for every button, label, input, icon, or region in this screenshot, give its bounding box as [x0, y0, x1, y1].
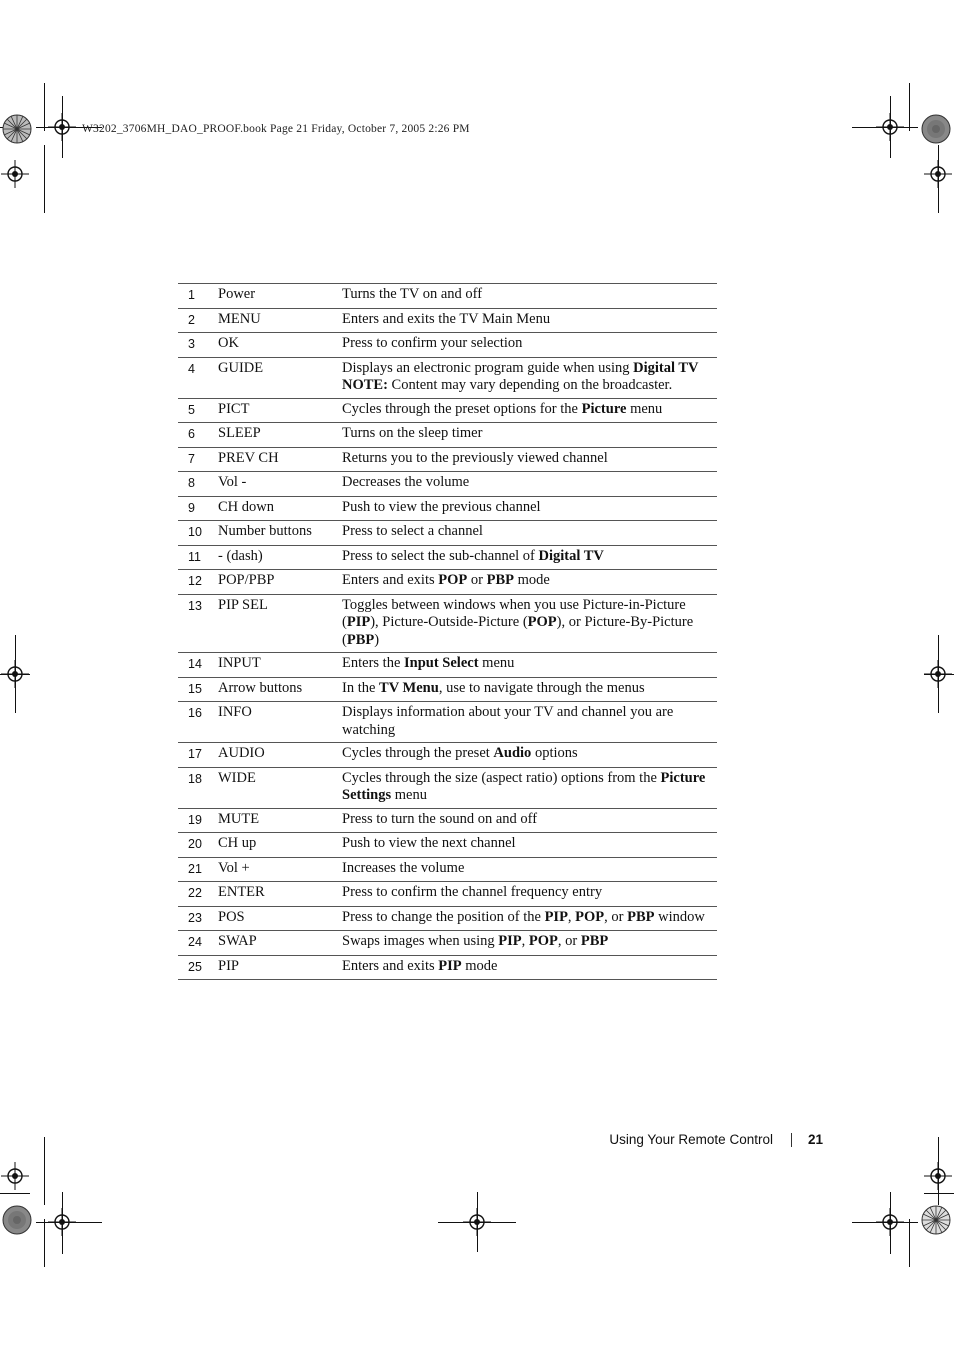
button-name: PIP SEL — [218, 596, 268, 613]
table-row — [178, 521, 717, 546]
row-number: 25 — [188, 959, 202, 974]
row-number: 4 — [188, 361, 195, 376]
description-text: mode — [513, 572, 550, 588]
description-text: Displays information about your TV and channel you are watching — [342, 704, 674, 738]
table-row — [178, 284, 717, 309]
button-description — [342, 335, 717, 354]
description-text: Turns the TV on and off — [342, 286, 483, 302]
button-name: ENTER — [218, 884, 265, 900]
crop-line — [909, 83, 910, 131]
button-name: POP/PBP — [218, 572, 275, 588]
row-number: 19 — [188, 812, 202, 827]
page-number: 21 — [807, 1132, 823, 1147]
button-name: Vol + — [218, 859, 250, 876]
table-row — [178, 333, 717, 358]
description-text: Press to select the sub-channel of — [342, 547, 539, 564]
row-number: 7 — [188, 451, 195, 466]
button-name: AUDIO — [218, 745, 265, 761]
description-text: Cycles through the size (aspect ratio) options from the — [342, 769, 661, 786]
description-emphasis: PBP — [580, 933, 609, 949]
description-text: Enters and exits the TV Main Menu — [342, 310, 551, 327]
description-emphasis: NOTE: — [342, 377, 388, 393]
button-name: Vol - — [218, 474, 247, 490]
description-text: Cycles through the preset — [342, 745, 494, 761]
description-emphasis: PBP — [486, 572, 514, 588]
registration-target-icon — [924, 160, 952, 188]
button-name: OK — [218, 335, 239, 351]
button-description — [342, 933, 717, 952]
description-emphasis: Digital TV — [633, 359, 699, 376]
description-emphasis: POP — [438, 572, 468, 588]
row-number: 2 — [188, 312, 195, 327]
registration-target-icon — [876, 113, 904, 141]
description-emphasis: POP — [528, 933, 558, 949]
description-text: Cycles through the preset options for the — [342, 400, 582, 417]
description-text: , — [521, 933, 529, 949]
description-text: Turns on the sleep timer — [342, 425, 483, 441]
description-text: , — [567, 908, 576, 925]
description-text: Press to confirm your selection — [342, 335, 523, 351]
registration-target-icon — [463, 1208, 491, 1236]
table-row — [178, 809, 717, 834]
row-number: 8 — [188, 476, 195, 490]
table-row — [178, 931, 717, 956]
button-description — [342, 655, 717, 674]
gray-dial-mark-icon — [2, 1205, 32, 1235]
description-text: Press to confirm the channel frequency entry — [342, 884, 603, 900]
row-number: 18 — [188, 771, 202, 786]
description-text: , use to navigate through the menus — [438, 679, 645, 696]
description-text: window — [654, 908, 705, 925]
button-description — [342, 884, 717, 903]
table-row — [178, 423, 717, 448]
button-description — [342, 572, 717, 591]
description-text: ), Picture-Outside-Picture ( — [370, 614, 528, 630]
description-emphasis: Digital TV — [538, 547, 604, 564]
description-text: Returns you to the previously viewed channel — [342, 449, 608, 466]
description-text: In the — [342, 679, 380, 696]
description-text: Press to turn the sound on and off — [342, 810, 538, 827]
button-description — [342, 474, 717, 493]
description-text: menu — [478, 655, 515, 671]
description-emphasis: PIP — [544, 908, 568, 925]
table-row — [178, 882, 717, 907]
row-number: 16 — [188, 706, 202, 720]
button-name: INFO — [218, 704, 252, 720]
table-row — [178, 472, 717, 497]
description-text: Press to change the position of the — [342, 908, 545, 925]
table-row — [178, 358, 717, 399]
row-number: 21 — [188, 861, 202, 876]
button-name: WIDE — [218, 769, 256, 786]
button-description — [342, 909, 717, 928]
registration-target-icon — [1, 160, 29, 188]
page-footer — [560, 1132, 823, 1147]
description-text: Push to view the previous channel — [342, 498, 541, 515]
row-number: 20 — [188, 837, 202, 851]
table-row — [178, 570, 717, 595]
row-number: 12 — [188, 574, 202, 588]
table-row — [178, 546, 717, 571]
description-text: Increases the volume — [342, 859, 465, 876]
description-text: or — [467, 572, 487, 588]
table-row — [178, 833, 717, 858]
registration-target-icon — [48, 113, 76, 141]
row-number: 24 — [188, 935, 202, 949]
button-description — [342, 860, 717, 879]
button-name: - (dash) — [218, 547, 263, 564]
row-number: 13 — [188, 598, 202, 613]
description-text: Swaps images when using — [342, 933, 499, 949]
button-name: Arrow buttons — [218, 679, 303, 696]
button-description — [342, 745, 717, 764]
table-row — [178, 907, 717, 932]
table-row — [178, 595, 717, 654]
button-name: Number buttons — [218, 523, 312, 539]
button-description — [342, 680, 717, 699]
button-description — [342, 311, 717, 330]
button-name: MUTE — [218, 810, 260, 827]
description-text: Displays an electronic program guide when using — [342, 359, 634, 376]
button-description — [342, 811, 717, 830]
button-description — [342, 835, 717, 854]
starburst-mark-icon — [921, 1205, 951, 1235]
row-number: 11 — [188, 549, 201, 564]
button-name: PICT — [218, 400, 250, 417]
button-name: SLEEP — [218, 425, 261, 441]
crop-line — [44, 145, 45, 213]
crop-line — [44, 83, 45, 131]
description-text: Push to view the next channel — [342, 835, 516, 851]
table-row — [178, 858, 717, 883]
button-description — [342, 704, 717, 739]
table-row — [178, 309, 717, 334]
button-name: PREV CH — [218, 449, 279, 466]
registration-target-icon — [924, 660, 952, 688]
description-emphasis: PIP — [346, 614, 371, 630]
description-text: menu — [626, 400, 663, 417]
description-text: options — [531, 745, 578, 761]
table-row — [178, 743, 717, 768]
row-number: 6 — [188, 427, 195, 441]
button-description — [342, 770, 717, 805]
description-emphasis: Input Select — [404, 655, 479, 671]
print-job-info: W3202_3706MH_DAO_PROOF.book Page 21 Friday, October 7, 2005 2:26 PM — [82, 123, 470, 135]
description-text: mode — [461, 957, 498, 974]
description-text: ) — [374, 631, 380, 648]
description-text: Decreases the volume — [342, 474, 470, 490]
description-emphasis: TV Menu — [379, 679, 439, 696]
description-text: Toggles between windows when you use Picture-in-Picture ( — [342, 596, 686, 630]
footer-divider — [791, 1133, 792, 1147]
table-row — [178, 399, 717, 424]
button-description — [342, 286, 717, 305]
description-emphasis: Audio — [493, 745, 532, 761]
row-number: 5 — [188, 402, 195, 417]
table-row — [178, 678, 717, 703]
description-emphasis: Picture — [581, 400, 627, 417]
description-text: Enters the — [342, 655, 405, 671]
table-row — [178, 497, 717, 522]
registration-target-icon — [924, 1162, 952, 1190]
button-name: INPUT — [218, 655, 261, 671]
crop-line — [924, 1193, 954, 1194]
row-number: 14 — [188, 657, 202, 671]
description-emphasis: PIP — [498, 933, 522, 949]
crop-line — [44, 1137, 45, 1205]
description-text: , or — [557, 933, 581, 949]
button-name: CH up — [218, 835, 257, 851]
description-text: Enters and exits — [342, 572, 439, 588]
button-description — [342, 401, 717, 420]
row-number: 17 — [188, 747, 202, 761]
remote-control-button-table — [178, 283, 717, 980]
row-number: 15 — [188, 681, 202, 696]
crop-line — [909, 1219, 910, 1267]
table-row — [178, 653, 717, 678]
description-emphasis: POP — [575, 908, 605, 925]
description-emphasis: PIP — [438, 957, 462, 974]
button-name: MENU — [218, 310, 261, 327]
button-name: POS — [218, 908, 245, 925]
starburst-mark-icon — [2, 114, 32, 144]
description-text: Press to select a channel — [342, 523, 483, 539]
button-name: SWAP — [218, 933, 257, 949]
description-text: , or — [604, 908, 628, 925]
row-number: 23 — [188, 910, 202, 925]
registration-target-icon — [1, 1162, 29, 1190]
button-description — [342, 499, 717, 518]
description-text: menu — [391, 787, 427, 803]
registration-target-icon — [48, 1208, 76, 1236]
table-row — [178, 448, 717, 473]
row-number: 9 — [188, 500, 195, 515]
description-text: ), or Picture-By-Picture ( — [342, 614, 694, 648]
crop-line — [44, 1219, 45, 1267]
description-emphasis: PBP — [346, 631, 375, 648]
button-description — [342, 548, 717, 567]
button-description — [342, 425, 717, 444]
button-name: CH down — [218, 498, 274, 515]
description-emphasis: PBP — [627, 908, 655, 925]
crop-line — [0, 1193, 30, 1194]
button-description — [342, 958, 717, 977]
row-number: 3 — [188, 337, 195, 351]
registration-target-icon — [876, 1208, 904, 1236]
button-description — [342, 597, 717, 650]
row-number: 22 — [188, 886, 202, 900]
description-emphasis: Picture Settings — [342, 769, 706, 803]
description-text: Content may vary depending on the broadcaster. — [387, 377, 673, 393]
button-name: Power — [218, 286, 256, 302]
table-row — [178, 956, 717, 981]
row-number: 10 — [188, 525, 202, 539]
button-description — [342, 523, 717, 542]
registration-target-icon — [1, 660, 29, 688]
button-name: PIP — [218, 957, 239, 974]
button-description — [342, 360, 717, 395]
table-row — [178, 768, 717, 809]
row-number: 1 — [188, 288, 195, 302]
gray-dial-mark-icon — [921, 114, 951, 144]
description-text: Enters and exits — [342, 957, 439, 974]
section-title: Using Your Remote Control — [609, 1132, 773, 1147]
table-row — [178, 702, 717, 743]
button-description — [342, 450, 717, 469]
button-name: GUIDE — [218, 359, 264, 376]
description-emphasis: POP — [527, 614, 557, 630]
